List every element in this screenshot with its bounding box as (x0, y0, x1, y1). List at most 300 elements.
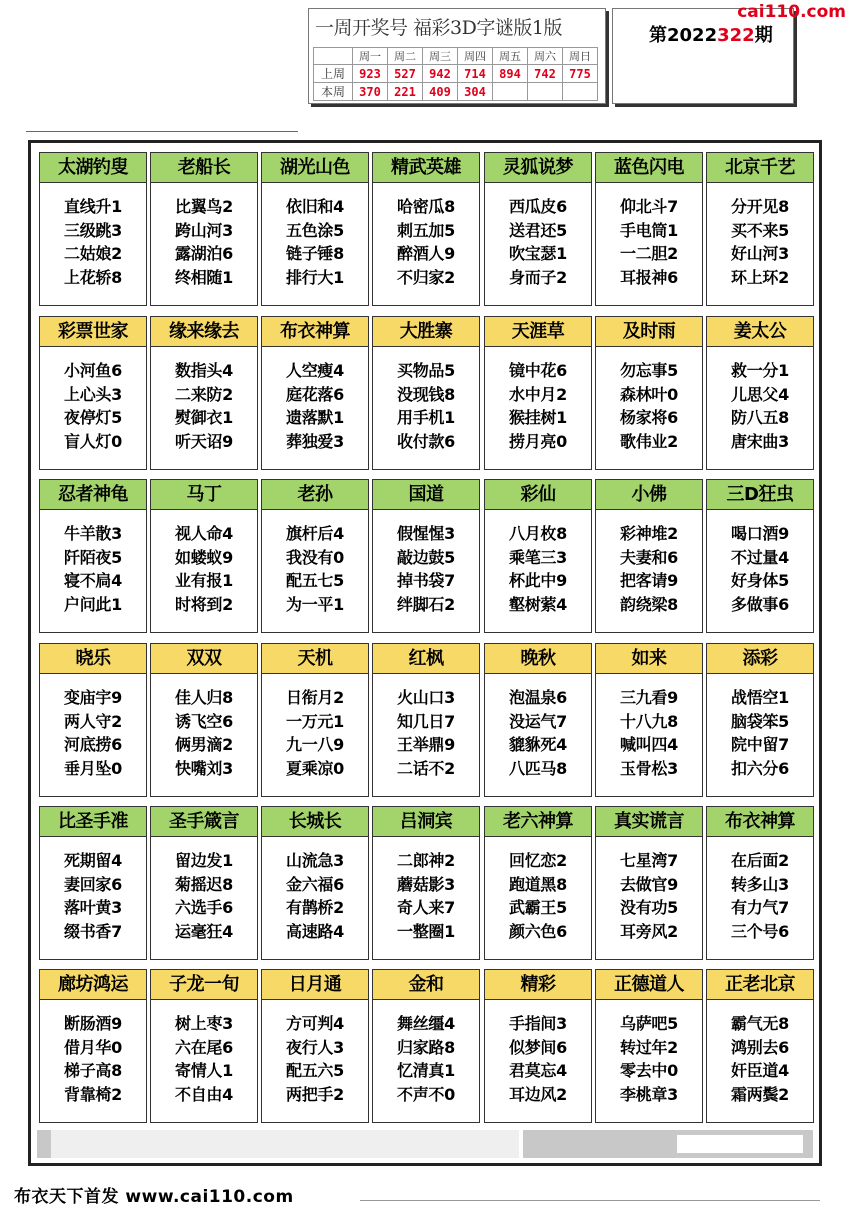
card-title: 晚秋 (485, 644, 591, 674)
clue-line: 没有功5 (620, 898, 678, 918)
clue-line: 霜两鬓2 (731, 1084, 789, 1104)
clue-line: 貔貅死4 (509, 735, 567, 755)
day-label: 周二 (388, 48, 423, 65)
clue-line: 似梦间6 (509, 1037, 567, 1057)
clue-line: 诱飞空6 (175, 711, 233, 731)
clue-line: 哈密瓜8 (397, 197, 455, 216)
clue-line: 奸臣道4 (731, 1061, 789, 1081)
puzzle-card (39, 152, 147, 306)
clue-line: 日衔月2 (286, 688, 344, 707)
clue-line: 寄情人1 (175, 1061, 233, 1081)
card-clues (151, 359, 257, 453)
puzzle-card (150, 643, 258, 797)
card-title: 天涯草 (485, 317, 591, 347)
card-clues (485, 686, 591, 780)
clue-line: 方可判4 (286, 1014, 344, 1033)
card-clues (262, 1012, 368, 1106)
clue-line: 猴挂树1 (509, 408, 567, 428)
card-title: 比圣手准 (40, 807, 146, 837)
clue-line: 上心头3 (64, 384, 122, 404)
clue-line: 仰北斗7 (620, 197, 678, 216)
card-title: 蓝色闪电 (596, 153, 702, 183)
card-clues (485, 849, 591, 943)
card-clues (262, 686, 368, 780)
card-title: 彩票世家 (40, 317, 146, 347)
results-table (313, 47, 598, 101)
clue-line: 配五六5 (286, 1061, 344, 1081)
puzzle-card (150, 316, 258, 470)
clue-line: 运毫狂4 (175, 921, 233, 941)
clue-line: 环上环2 (731, 267, 789, 287)
card-clues (40, 522, 146, 616)
clue-line: 儿思父4 (731, 384, 789, 404)
clue-line: 敲边鼓5 (397, 547, 455, 567)
clue-line: 假惺惺3 (397, 524, 455, 543)
clue-line: 葬独爱3 (286, 431, 344, 451)
puzzle-card (150, 806, 258, 960)
clue-line: 乌萨吧5 (620, 1014, 678, 1033)
result-number (493, 83, 528, 101)
clue-line: 西瓜皮6 (509, 197, 567, 216)
clue-line: 两把手2 (286, 1084, 344, 1104)
clue-line: 落叶黄3 (64, 898, 122, 918)
card-clues (151, 1012, 257, 1106)
clue-line: 留边发1 (175, 851, 233, 870)
clue-line: 跨山河3 (175, 220, 233, 240)
card-title: 湖光山色 (262, 153, 368, 183)
puzzle-grid (28, 140, 822, 1166)
clue-line: 缀书香7 (64, 921, 122, 941)
card-clues (707, 195, 813, 289)
clue-line: 三九看9 (620, 688, 678, 707)
card-title: 精武英雄 (373, 153, 479, 183)
result-number: 370 (353, 83, 388, 101)
card-clues (262, 522, 368, 616)
card-clues (485, 1012, 591, 1106)
clue-line: 火山口3 (397, 688, 455, 707)
clue-line: 喝口酒9 (731, 524, 789, 543)
clue-line: 歌伟业2 (620, 431, 678, 451)
clue-line: 霸气无8 (731, 1014, 789, 1033)
clue-line: 水中月2 (509, 384, 567, 404)
puzzle-card (706, 969, 814, 1123)
clue-line: 八月枚8 (509, 524, 567, 543)
clue-line: 手电筒1 (620, 220, 678, 240)
clue-line: 七星湾7 (620, 851, 678, 870)
clue-line: 转多山3 (731, 874, 789, 894)
clue-line: 视人命4 (175, 524, 233, 543)
clue-line: 吹宝瑟1 (509, 244, 567, 264)
clue-line: 垂月坠0 (64, 758, 122, 778)
result-number (563, 83, 598, 101)
clue-line: 依旧和4 (286, 197, 344, 216)
divider (26, 131, 298, 132)
card-clues (373, 359, 479, 453)
puzzle-card (261, 152, 369, 306)
clue-line: 两人守2 (64, 711, 122, 731)
clue-line: 在后面2 (731, 851, 789, 870)
card-title: 添彩 (707, 644, 813, 674)
clue-line: 杨家将6 (620, 408, 678, 428)
clue-line: 上花轿8 (64, 267, 122, 287)
clue-line: 借月华0 (64, 1037, 122, 1057)
card-clues (262, 849, 368, 943)
card-clues (151, 195, 257, 289)
clue-line: 寝不扃4 (64, 571, 122, 591)
clue-line: 二来防2 (175, 384, 233, 404)
card-clues (485, 359, 591, 453)
card-title: 金和 (373, 970, 479, 1000)
clue-line: 树上枣3 (175, 1014, 233, 1033)
card-title: 吕洞宾 (373, 807, 479, 837)
card-title: 三D狂虫 (707, 480, 813, 510)
clue-line: 把客请9 (620, 571, 678, 591)
card-title: 大胜寨 (373, 317, 479, 347)
clue-line: 时将到2 (175, 594, 233, 614)
puzzle-card (595, 643, 703, 797)
card-clues (40, 686, 146, 780)
this-week-row (314, 83, 598, 101)
clue-line: 好山河3 (731, 244, 789, 264)
card-title: 忍者神龟 (40, 480, 146, 510)
clue-line: 绊脚石2 (397, 594, 455, 614)
result-number: 942 (423, 65, 458, 83)
result-number: 742 (528, 65, 563, 83)
puzzle-card (261, 316, 369, 470)
result-number: 775 (563, 65, 598, 83)
clue-line: 听天诏9 (175, 431, 233, 451)
clue-line: 变庙宇9 (64, 688, 122, 707)
clue-line: 没运气7 (509, 711, 567, 731)
clue-line: 五色涂5 (286, 220, 344, 240)
card-title: 布衣神算 (262, 317, 368, 347)
puzzle-card (39, 806, 147, 960)
day-label: 周五 (493, 48, 528, 65)
card-clues (373, 686, 479, 780)
puzzle-card (706, 479, 814, 633)
clue-line: 金六福6 (286, 874, 344, 894)
clue-line: 买不来5 (731, 220, 789, 240)
issue-number: 第2022322期 (649, 25, 773, 46)
puzzle-card (261, 643, 369, 797)
puzzle-card (261, 806, 369, 960)
clue-line: 救一分1 (731, 361, 789, 380)
clue-line: 彩神堆2 (620, 524, 678, 543)
puzzle-card (484, 969, 592, 1123)
bottom-bar-middle (51, 1130, 519, 1158)
footer-divider (360, 1200, 820, 1201)
clue-line: 舞丝缰4 (397, 1014, 455, 1033)
puzzle-card (150, 969, 258, 1123)
card-title: 姜太公 (707, 317, 813, 347)
puzzle-card (706, 643, 814, 797)
clue-line: 梯子高8 (64, 1061, 122, 1081)
puzzle-card (595, 152, 703, 306)
clue-line: 如蝼蚁9 (175, 547, 233, 567)
result-number: 894 (493, 65, 528, 83)
clue-line: 二话不2 (397, 758, 455, 778)
last-week-row (314, 65, 598, 83)
clue-line: 数指头4 (175, 361, 233, 380)
clue-line: 忆清真1 (397, 1061, 455, 1081)
clue-line: 背靠椅2 (64, 1084, 122, 1104)
clue-line: 玉骨松3 (620, 758, 678, 778)
card-clues (373, 522, 479, 616)
card-clues (151, 522, 257, 616)
clue-line: 喊叫四4 (620, 735, 678, 755)
clue-line: 人空瘦4 (286, 361, 344, 380)
clue-line: 夜停灯5 (64, 408, 122, 428)
clue-line: 熨御衣1 (175, 408, 233, 428)
card-clues (151, 849, 257, 943)
card-title: 天机 (262, 644, 368, 674)
puzzle-card (595, 316, 703, 470)
puzzle-card (261, 479, 369, 633)
clue-line: 王举鼎9 (397, 735, 455, 755)
card-title: 老六神算 (485, 807, 591, 837)
card-title: 彩仙 (485, 480, 591, 510)
clue-line: 快嘴刘3 (175, 758, 233, 778)
clue-line: 唐宋曲3 (731, 431, 789, 451)
card-title: 布衣神算 (707, 807, 813, 837)
clue-line: 山流急3 (286, 851, 344, 870)
card-title: 真实谎言 (596, 807, 702, 837)
day-label: 周一 (353, 48, 388, 65)
clue-line: 我没有0 (286, 547, 344, 567)
clue-line: 归家路8 (397, 1037, 455, 1057)
card-title: 晓乐 (40, 644, 146, 674)
clue-line: 阡陌夜5 (64, 547, 122, 567)
day-label: 周三 (423, 48, 458, 65)
clue-line: 一整圈1 (397, 921, 455, 941)
clue-line: 高速路4 (286, 921, 344, 941)
clue-line: 一万元1 (286, 711, 344, 731)
clue-line: 不自由4 (175, 1084, 233, 1104)
puzzle-card (261, 969, 369, 1123)
card-clues (707, 849, 813, 943)
card-title: 双双 (151, 644, 257, 674)
clue-line: 买物品5 (397, 361, 455, 380)
card-clues (262, 195, 368, 289)
clue-line: 死期留4 (64, 851, 122, 870)
issue-panel (612, 8, 794, 104)
card-clues (40, 195, 146, 289)
clue-line: 户问此1 (64, 594, 122, 614)
clue-line: 分开见8 (731, 197, 789, 216)
clue-line: 有鹊桥2 (286, 898, 344, 918)
puzzle-card (372, 643, 480, 797)
puzzle-card (39, 316, 147, 470)
clue-line: 刺五加5 (397, 220, 455, 240)
clue-line: 二姑娘2 (64, 244, 122, 264)
clue-line: 多做事6 (731, 594, 789, 614)
row-label: 本周 (314, 83, 353, 101)
puzzle-card (484, 643, 592, 797)
clue-line: 李桃章3 (620, 1084, 678, 1104)
clue-line: 武霸王5 (509, 898, 567, 918)
card-title: 老孙 (262, 480, 368, 510)
clue-line: 三个号6 (731, 921, 789, 941)
clue-line: 转过年2 (620, 1037, 678, 1057)
clue-line: 扣六分6 (731, 758, 789, 778)
card-clues (596, 522, 702, 616)
clue-line: 露湖泊6 (175, 244, 233, 264)
clue-line: 耳旁风2 (620, 921, 678, 941)
clue-line: 不归家2 (397, 267, 455, 287)
clue-line: 旗杆后4 (286, 524, 344, 543)
card-title: 缘来缘去 (151, 317, 257, 347)
clue-line: 去做官9 (620, 874, 678, 894)
puzzle-card (706, 316, 814, 470)
clue-line: 掉书袋7 (397, 571, 455, 591)
card-clues (262, 359, 368, 453)
clue-line: 没现钱8 (397, 384, 455, 404)
clue-line: 手指间3 (509, 1014, 567, 1033)
puzzle-card (484, 316, 592, 470)
clue-line: 有力气7 (731, 898, 789, 918)
clue-line: 收付款6 (397, 431, 455, 451)
clue-line: 配五七5 (286, 571, 344, 591)
card-clues (596, 195, 702, 289)
card-clues (373, 849, 479, 943)
result-number: 221 (388, 83, 423, 101)
day-header-row (314, 48, 598, 65)
card-title: 红枫 (373, 644, 479, 674)
clue-line: 零去中0 (620, 1061, 678, 1081)
clue-line: 一二胆2 (620, 244, 678, 264)
card-clues (485, 195, 591, 289)
clue-line: 乘笔三3 (509, 547, 567, 567)
clue-line: 森林叶0 (620, 384, 678, 404)
clue-line: 泡温泉6 (509, 688, 567, 707)
puzzle-card (372, 316, 480, 470)
card-clues (373, 1012, 479, 1106)
puzzle-card (595, 479, 703, 633)
puzzle-card (372, 806, 480, 960)
clue-line: 遗落默1 (286, 408, 344, 428)
puzzle-card (372, 969, 480, 1123)
draw-results-panel (308, 8, 606, 104)
clue-line: 佳人归8 (175, 688, 233, 707)
card-title: 小佛 (596, 480, 702, 510)
card-clues (707, 359, 813, 453)
clue-line: 捞月亮0 (509, 431, 567, 451)
clue-line: 跑道黑8 (509, 874, 567, 894)
puzzle-card (39, 969, 147, 1123)
clue-line: 战悟空1 (731, 688, 789, 707)
clue-line: 六选手6 (175, 898, 233, 918)
clue-line: 知几日7 (397, 711, 455, 731)
row-label: 上周 (314, 65, 353, 83)
card-clues (707, 686, 813, 780)
card-title: 国道 (373, 480, 479, 510)
result-number: 923 (353, 65, 388, 83)
clue-line: 蘑菇影3 (397, 874, 455, 894)
day-label: 周六 (528, 48, 563, 65)
card-title: 日月通 (262, 970, 368, 1000)
card-title: 子龙一旬 (151, 970, 257, 1000)
clue-line: 夫妻和6 (620, 547, 678, 567)
day-label: 周四 (458, 48, 493, 65)
card-clues (40, 849, 146, 943)
card-title: 如来 (596, 644, 702, 674)
clue-line: 排行大1 (286, 267, 344, 287)
clue-line: 为一平1 (286, 594, 344, 614)
clue-line: 比翼鸟2 (175, 197, 233, 216)
result-number (528, 83, 563, 101)
clue-line: 终相随1 (175, 267, 233, 287)
clue-line: 防八五8 (731, 408, 789, 428)
card-clues (40, 1012, 146, 1106)
puzzle-card (706, 152, 814, 306)
card-clues (596, 359, 702, 453)
clue-line: 业有报1 (175, 571, 233, 591)
clue-line: 不过量4 (731, 547, 789, 567)
clue-line: 耳报神6 (620, 267, 678, 287)
card-title: 廊坊鸿运 (40, 970, 146, 1000)
clue-line: 直线升1 (64, 197, 122, 216)
puzzle-card (372, 152, 480, 306)
clue-line: 俩男滴2 (175, 735, 233, 755)
result-number: 714 (458, 65, 493, 83)
day-label: 周日 (563, 48, 598, 65)
clue-line: 不声不0 (397, 1084, 455, 1104)
card-clues (151, 686, 257, 780)
clue-line: 好身体5 (731, 571, 789, 591)
footer-credit: 布衣天下首发 www.cai110.com (14, 1187, 294, 1207)
card-title: 马丁 (151, 480, 257, 510)
clue-line: 庭花落6 (286, 384, 344, 404)
clue-line: 院中留7 (731, 735, 789, 755)
clue-line: 耳边风2 (509, 1084, 567, 1104)
card-title: 圣手箴言 (151, 807, 257, 837)
clue-line: 菊摇迟8 (175, 874, 233, 894)
puzzle-card (39, 643, 147, 797)
clue-line: 小河鱼6 (64, 361, 122, 380)
card-title: 北京千艺 (707, 153, 813, 183)
puzzle-card (484, 806, 592, 960)
clue-line: 三级跳3 (64, 220, 122, 240)
puzzle-card (39, 479, 147, 633)
clue-line: 夜行人3 (286, 1037, 344, 1057)
clue-line: 醉酒人9 (397, 244, 455, 264)
site-logo[interactable]: cai110.com (737, 2, 846, 22)
puzzle-card (484, 479, 592, 633)
clue-line: 九一八9 (286, 735, 344, 755)
clue-line: 河底捞6 (64, 735, 122, 755)
clue-line: 杯此中9 (509, 571, 567, 591)
clue-line: 牛羊散3 (64, 524, 122, 543)
clue-line: 韵绕梁8 (620, 594, 678, 614)
clue-line: 回忆恋2 (509, 851, 567, 870)
clue-line: 夏乘凉0 (286, 758, 344, 778)
card-title: 太湖钓叟 (40, 153, 146, 183)
puzzle-card (150, 479, 258, 633)
puzzle-card (595, 806, 703, 960)
clue-line: 君莫忘4 (509, 1061, 567, 1081)
clue-line: 鸿别去6 (731, 1037, 789, 1057)
card-clues (596, 849, 702, 943)
card-title: 及时雨 (596, 317, 702, 347)
clue-line: 壑树萦4 (509, 594, 567, 614)
clue-line: 颜六色6 (509, 921, 567, 941)
card-clues (40, 359, 146, 453)
clue-line: 奇人来7 (397, 898, 455, 918)
clue-line: 妻回家6 (64, 874, 122, 894)
puzzle-card (595, 969, 703, 1123)
card-title: 长城长 (262, 807, 368, 837)
clue-line: 勿忘事5 (620, 361, 678, 380)
